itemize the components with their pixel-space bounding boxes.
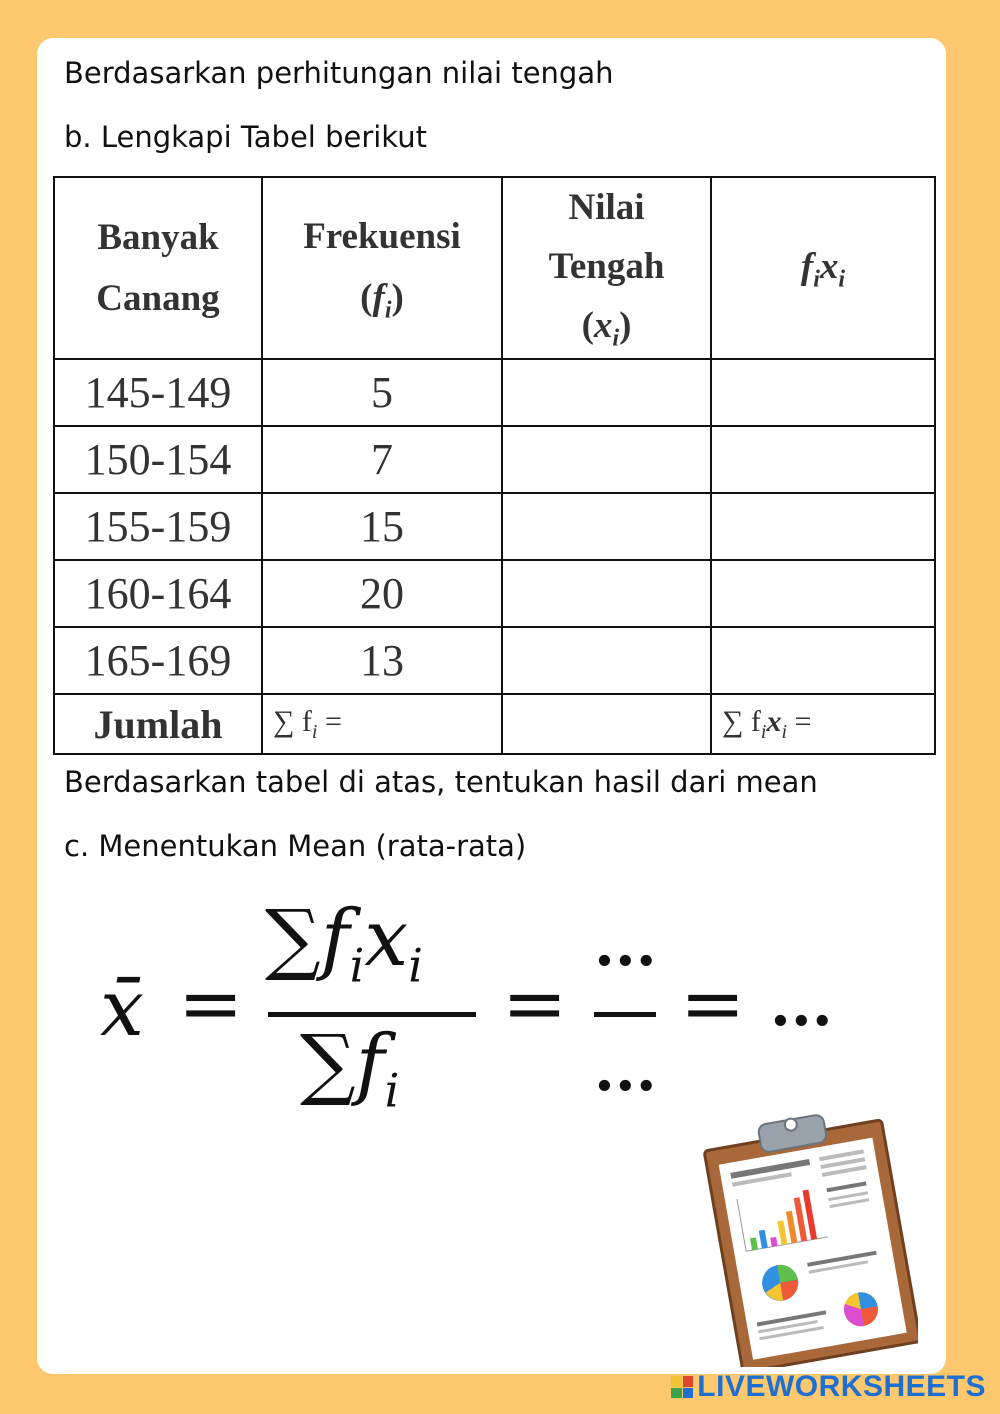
- midpoint-answer-cell[interactable]: [502, 493, 711, 560]
- table-header-row: [54, 177, 935, 359]
- numerator: $\sum f_ix_i$: [265, 894, 423, 993]
- header-frekuensi: Frekuensi $(f_i)$: [262, 177, 502, 359]
- liveworksheets-logo: [671, 1370, 986, 1404]
- fraction-bar: [268, 1012, 476, 1017]
- midpoint-answer-cell[interactable]: [502, 627, 711, 694]
- range-cell: 160-164: [54, 560, 262, 627]
- denominator: $\sum f_i$: [300, 1019, 400, 1118]
- equals-sign: =: [680, 959, 746, 1049]
- midpoint-answer-cell[interactable]: [502, 560, 711, 627]
- equals-sign: =: [502, 959, 568, 1049]
- liveworksheets-icon: [671, 1376, 693, 1398]
- range-cell: 150-154: [54, 426, 262, 493]
- heading-table-task: b. Lengkapi Tabel berikut: [64, 120, 427, 154]
- clipboard-illustration: [703, 1112, 918, 1367]
- heading-instruction: Berdasarkan perhitungan nilai tengah: [64, 56, 614, 90]
- frequency-cell: 13: [262, 627, 502, 694]
- header-banyak-canang: Banyak Canang: [54, 177, 262, 359]
- result-blank[interactable]: ...: [770, 970, 833, 1040]
- fixi-answer-cell[interactable]: [711, 426, 935, 493]
- denominator-blank[interactable]: ...: [594, 1035, 657, 1105]
- xbar-symbol: x̄: [100, 964, 144, 1054]
- range-cell: 165-169: [54, 627, 262, 694]
- fixi-answer-cell[interactable]: [711, 560, 935, 627]
- sum-midpoint-cell: [502, 694, 711, 754]
- range-cell: 145-149: [54, 359, 262, 426]
- midpoint-answer-cell[interactable]: [502, 426, 711, 493]
- sum-fi-cell[interactable]: ∑ $f_i$ =: [262, 694, 502, 754]
- brand-text: LIVEWORKSHEETS: [697, 1370, 986, 1403]
- fixi-answer-cell[interactable]: [711, 627, 935, 694]
- range-cell: 155-159: [54, 493, 262, 560]
- frequency-cell: 20: [262, 560, 502, 627]
- fraction-bar: [594, 1012, 656, 1017]
- frequency-cell: 5: [262, 359, 502, 426]
- fixi-answer-cell[interactable]: [711, 359, 935, 426]
- table-row: [54, 627, 935, 694]
- frequency-table: [53, 176, 936, 755]
- header-fixi: $f_ix_i$: [711, 177, 935, 359]
- mean-instruction: Berdasarkan tabel di atas, tentukan hasil dari mean: [64, 765, 818, 799]
- frequency-cell: 7: [262, 426, 502, 493]
- table-row: [54, 560, 935, 627]
- numerator-blank[interactable]: ...: [594, 910, 657, 980]
- table-total-row: [54, 694, 935, 754]
- mean-task-heading: c. Menentukan Mean (rata-rata): [64, 829, 527, 863]
- table-row: [54, 426, 935, 493]
- total-label: Jumlah: [54, 694, 262, 754]
- sum-fixi-cell[interactable]: ∑ $f_ix_i$ =: [711, 694, 935, 754]
- header-nilai-tengah: Nilai Tengah $(x_i)$: [502, 177, 711, 359]
- table-row: [54, 359, 935, 426]
- table-row: [54, 493, 935, 560]
- midpoint-answer-cell[interactable]: [502, 359, 711, 426]
- frequency-cell: 15: [262, 493, 502, 560]
- fixi-answer-cell[interactable]: [711, 493, 935, 560]
- equals-sign: =: [178, 959, 244, 1049]
